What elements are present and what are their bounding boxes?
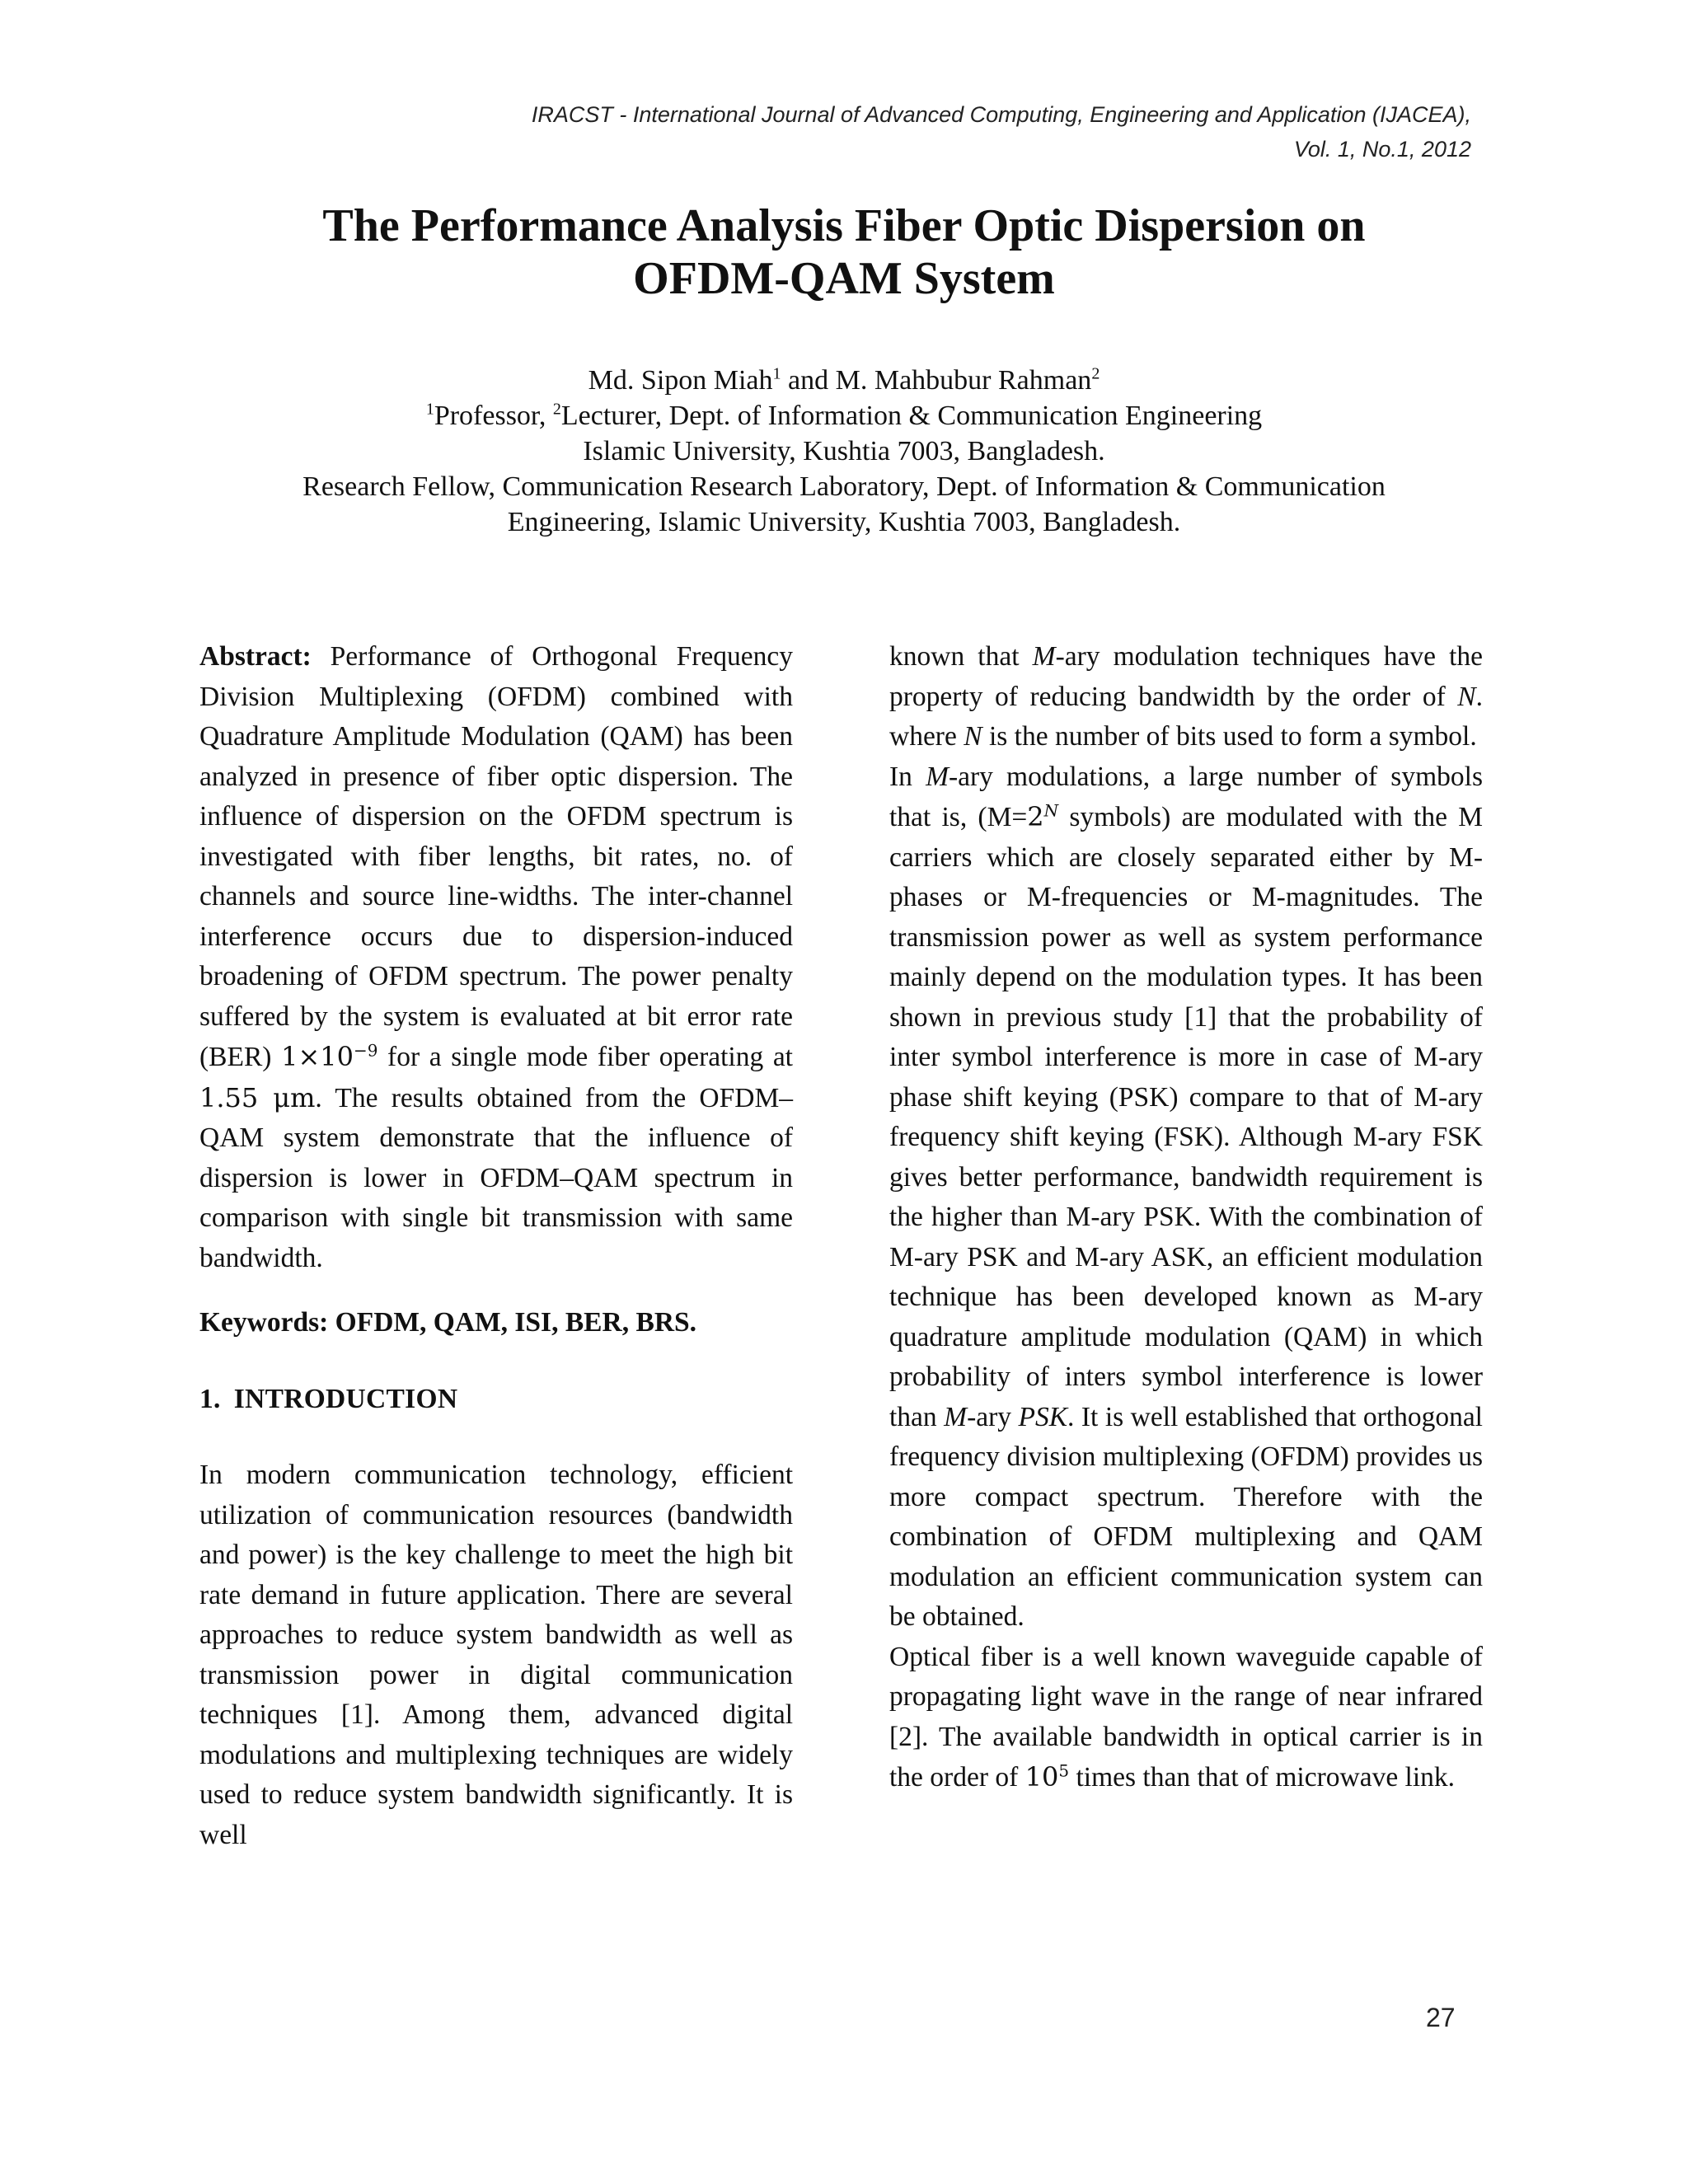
math-symbol-m: M <box>944 1401 968 1432</box>
abstract-paragraph <box>199 637 793 1278</box>
affiliation-3: Research Fellow, Communication Research Laboratory, Dept. of Information & Communication <box>302 471 1386 502</box>
paper-title <box>0 199 1688 305</box>
author-1-sup: 1 <box>772 364 781 383</box>
affiliation-2: Islamic University, Kushtia 7003, Bangladesh. <box>583 436 1105 466</box>
title-line-2: OFDM-QAM System <box>633 253 1055 304</box>
bandwidth-order-formula <box>1025 1761 1069 1793</box>
affiliation-sup-1: 1 <box>425 400 434 419</box>
affiliation-role-2: Lecturer, Dept. of Information & Communication Engineering <box>560 401 1263 431</box>
author-block <box>0 363 1688 540</box>
ber-base: 1×10 <box>281 1041 354 1072</box>
text-run: known that <box>889 641 1033 672</box>
author-1: Md. Sipon Miah <box>588 365 773 396</box>
abstract-text-a: Performance of Orthogonal Frequency Division Multiplexing (OFDM) combined with Quadrature Amplitude Modulation (QAM) has been analyzed in presence of fiber optic dispersion. The influence of dispersion on the OFDM spectrum is investigated with fiber lengths, bit rates, no. of channels and source line-widths. The inter-channel interference occurs due to dispersion-induced broadening of OFDM spectrum. The power penalty suffered by the system is evaluated at bit error rate (BER) <box>199 641 793 1072</box>
right-paragraph-1 <box>889 637 1483 757</box>
math-symbol-m: M <box>926 761 949 792</box>
wavelength-value: 1.55 μm <box>199 1081 316 1113</box>
journal-name: IRACST - International Journal of Advanced Computing, Engineering and Application (IJACEA), <box>531 102 1471 127</box>
text-run: -ary modulation techniques have the property of reducing bandwidth by the order of <box>889 641 1483 712</box>
affiliation-4: Engineering, Islamic University, Kushtia 7003, Bangladesh. <box>507 507 1181 537</box>
text-run: Optical fiber is a well known waveguide capable of propagating light wave in the range of near infrared [2]. The available bandwidth in optical carrier is in the order of <box>889 1641 1483 1793</box>
text-run: . It is well established that orthogonal frequency division multiplexing (OFDM) provides us more compact spectrum. Therefore with the combination of OFDM multiplexing and QAM modulation an efficient communication system can be obtained. <box>889 1401 1483 1632</box>
text-run: . where <box>889 681 1483 752</box>
title-line-1: The Performance Analysis Fiber Optic Dispersion on <box>322 200 1366 251</box>
formula-exponent: 5 <box>1058 1760 1070 1781</box>
math-symbol-n: N <box>964 721 982 752</box>
text-run: -ary modulations, a large number of symbols that is, (M= <box>889 761 1483 832</box>
page-number: 27 <box>1426 2003 1456 2032</box>
text-run: -ary <box>967 1401 1019 1432</box>
ber-exponent: −9 <box>353 1040 378 1061</box>
italic-psk: PSK <box>1018 1401 1068 1432</box>
right-column <box>889 637 1483 1798</box>
left-column <box>199 637 793 1855</box>
math-symbol-m: M <box>1032 641 1056 672</box>
abstract-text-c: . The results obtained from the OFDM–QAM system demonstrate that the influence of dispersion is lower in OFDM–QAM spectrum in comparison with single bit transmission with same bandwidth. <box>199 1082 793 1273</box>
section-number: 1. <box>199 1383 221 1414</box>
text-run: is the number of bits used to form a symbol. <box>982 721 1477 752</box>
section-heading-introduction <box>199 1380 793 1420</box>
text-run: In <box>889 761 926 792</box>
affiliation-sup-2: 2 <box>552 400 561 419</box>
abstract-label: Abstract: <box>199 641 312 672</box>
formula-base: 2 <box>1027 801 1044 832</box>
formula-exponent: N <box>1043 800 1059 821</box>
formula-base: 10 <box>1025 1761 1059 1793</box>
text-run: symbols) are modulated with the M carriers which are closely separated either by M-phases or M-frequencies or M-magnitudes. The transmission power as well as system performance mainly depend on the modulation types. It has been shown in previous study [1] that the probability of inter symbol interference is more in case of M-ary phase shift keying (PSK) compare to that of M-ary frequency shift keying (FSK). Although M-ary FSK gives better performance, bandwidth requirement is the higher than M-ary PSK. With the combination of M-ary PSK and M-ary ASK, an efficient modulation technique has been developed known as M-ary quadrature amplitude modulation (QAM) in which probability of inters symbol interference is lower than <box>889 802 1484 1432</box>
affiliation-1 <box>0 398 1688 434</box>
text-run: times than that of microwave link. <box>1069 1762 1456 1793</box>
journal-volume: Vol. 1, No.1, 2012 <box>1293 137 1471 162</box>
abstract-text-b: for a single mode fiber operating at <box>377 1042 793 1072</box>
ber-value <box>281 1041 377 1072</box>
intro-paragraph-1: In modern communication technology, efficient utilization of communication resources (bandwidth and power) is the key challenge to meet the high bit rate demand in future application. There are several approaches to reduce system bandwidth as well as transmission power in digital communication techniques [1]. Among them, advanced digital modulations and multiplexing techniques are widely used to reduce system bandwidth significantly. It is well <box>199 1460 793 1850</box>
affiliation-role-1: Professor, <box>434 401 553 431</box>
math-symbol-n: N <box>1457 681 1476 712</box>
author-2-sup: 2 <box>1091 364 1100 383</box>
section-title: INTRODUCTION <box>233 1383 458 1414</box>
symbol-count-formula <box>1027 801 1058 832</box>
right-paragraph-2 <box>889 757 1483 1638</box>
journal-header <box>152 97 1471 166</box>
author-2: and M. Mahbubur Rahman <box>781 365 1092 396</box>
keywords: Keywords: OFDM, QAM, ISI, BER, BRS. <box>199 1307 697 1338</box>
author-names <box>0 363 1688 398</box>
right-paragraph-3 <box>889 1638 1483 1798</box>
